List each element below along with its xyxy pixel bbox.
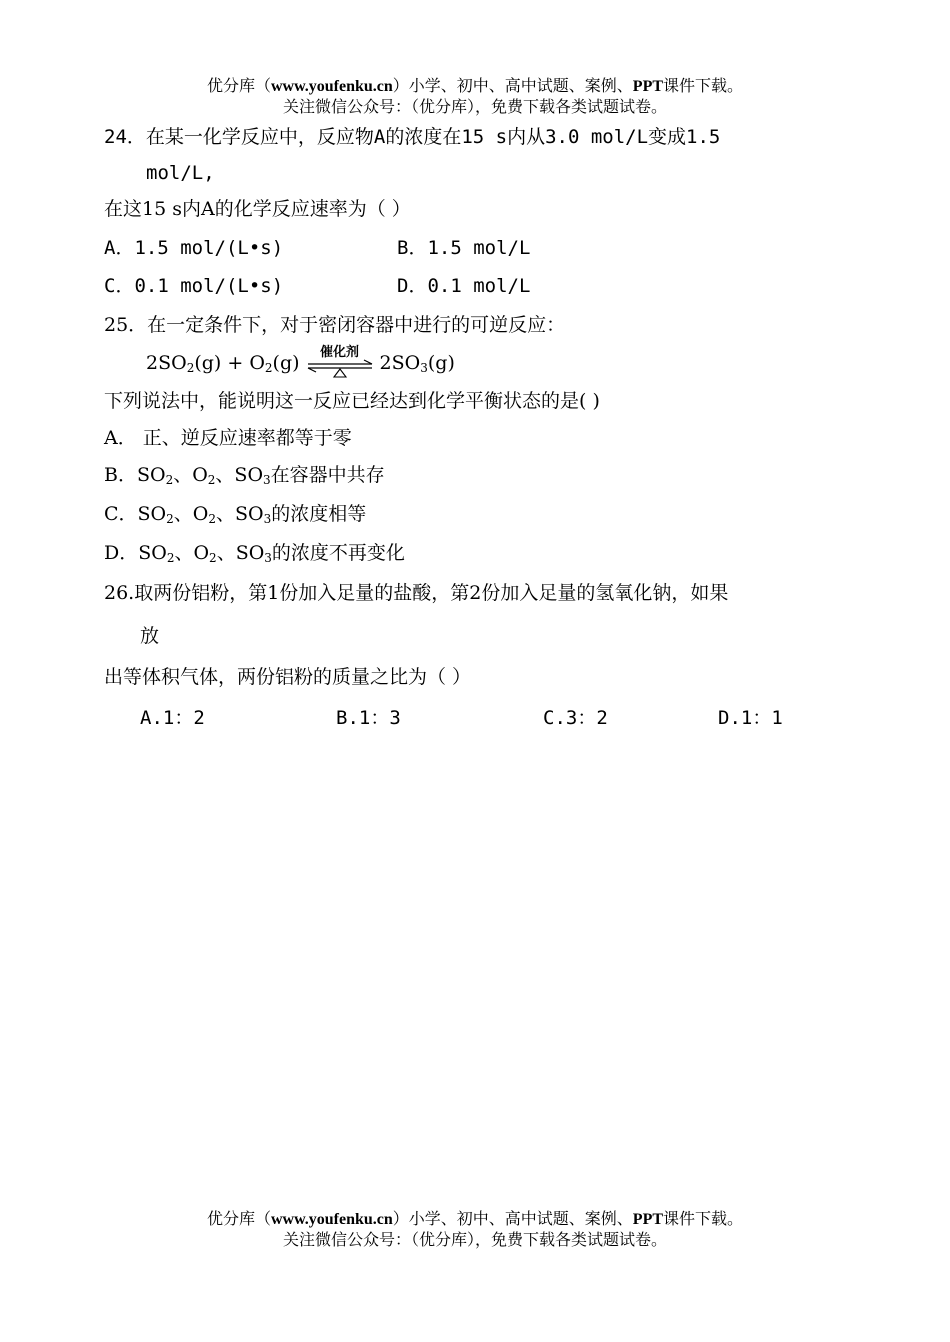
q26-line-1: 26.取两份铝粉，第1份加入足量的盐酸，第2份加入足量的氢氧化钠，如果 [104,582,729,604]
q25-option-a: A． 正、逆反应速率都等于零 [104,427,352,449]
q24-option-c: C．0.1 mol/(L•s) [104,275,284,297]
q26-line-2: 放 [140,625,160,647]
q24-option-b: B．1.5 mol/L [397,237,531,259]
reversible-arrow-icon [306,345,374,378]
page-footer [0,1209,950,1250]
page-header [0,76,950,117]
q26-option-c: C.3：2 [543,707,608,729]
equation-products: $2SO_3(g)$ [379,352,455,375]
reaction-equation [146,345,455,378]
header-line-1: 优分库（www.youfenku.cn）小学、初中、高中试题、案例、PPT课件下载。 [206,76,744,95]
footer-line-2: 关注微信公众号：（优分库），免费下载各类试题试卷。 [282,1230,667,1249]
q26-option-d: D.1：1 [718,707,783,729]
q24-line-2: mol/L, [146,162,215,184]
q25-option-d: D．$SO_2$、$O_2$、$SO_3$的浓度不再变化 [104,542,405,565]
q26-line-3: 出等体积气体，两份铝粉的质量之比为（ ） [104,666,472,688]
q25-option-c: C．$SO_2$、$O_2$、$SO_3$的浓度相等 [104,503,367,526]
header-line-2: 关注微信公众号：（优分库），免费下载各类试题试卷。 [282,97,667,116]
footer-line-1: 优分库（www.youfenku.cn）小学、初中、高中试题、案例、PPT课件下载。 [206,1209,744,1228]
catalyst-label: 催化剂 [320,345,360,360]
q25-option-b: B．$SO_2$、$O_2$、$SO_3$在容器中共存 [104,464,385,487]
equation-reactants: $2SO_2(g) + O_2(g)$ [146,352,300,375]
equilibrium-arrows-icon [306,345,374,378]
q26-option-a: A.1：2 [140,707,205,729]
q26-option-b: B.1：3 [336,707,401,729]
q24-line-3: 在这15 s内A的化学反应速率为（ ） [104,198,411,220]
q24-option-d: D．0.1 mol/L [397,275,531,297]
q25-line-2: 下列说法中，能说明这一反应已经达到化学平衡状态的是( ) [104,390,600,412]
q25-line-1: 25．在一定条件下，对于密闭容器中进行的可逆反应： [104,314,566,336]
q24-option-a: A．1.5 mol/(L•s) [104,237,284,259]
q24-line-1: 24．在某一化学反应中，反应物A的浓度在15 s内从3.0 mol/L变成1.5 [104,126,721,148]
